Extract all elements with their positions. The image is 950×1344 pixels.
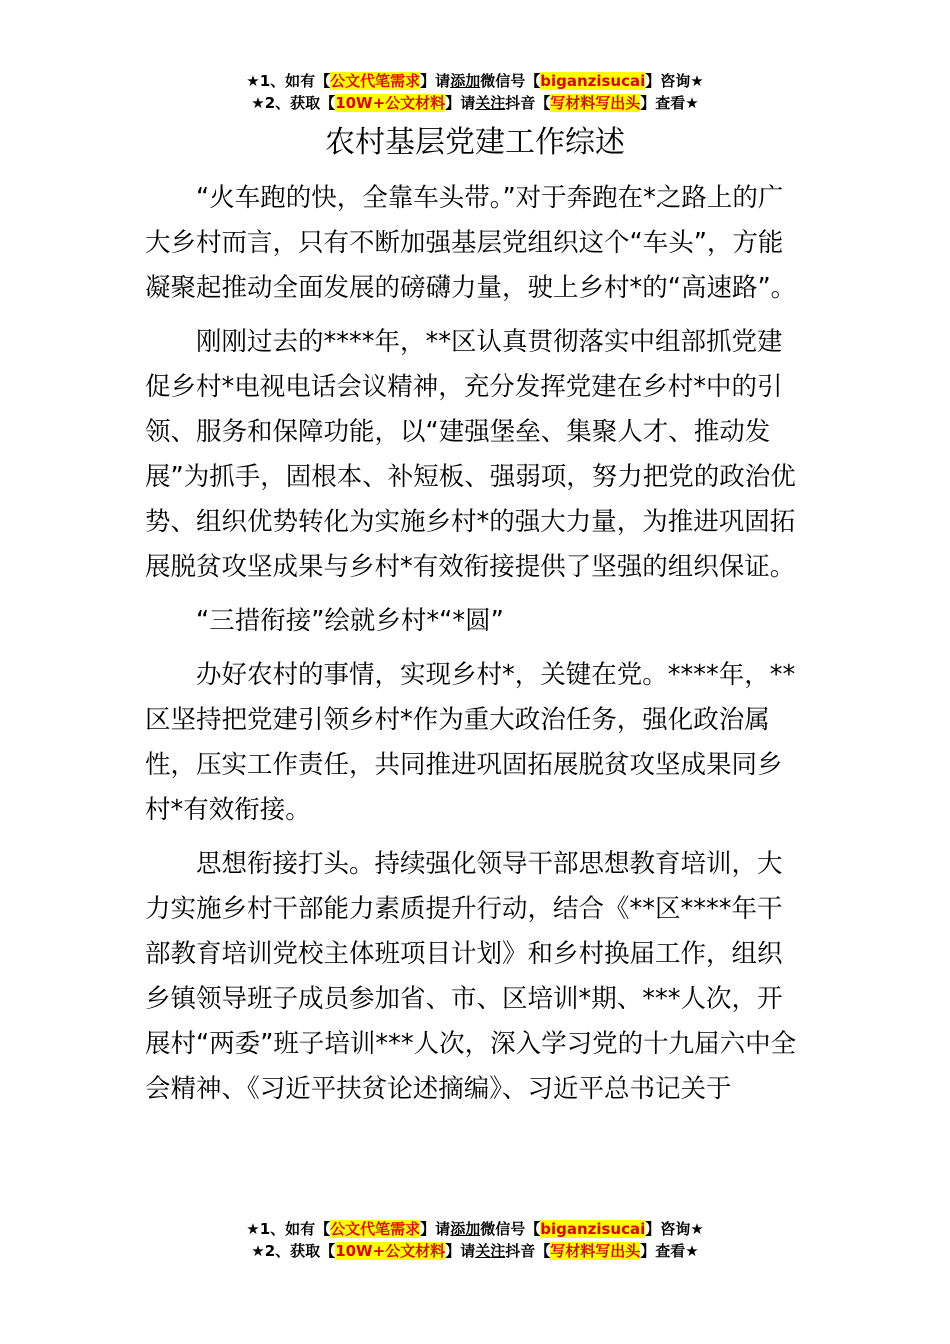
highlight-wechat-id: biganzisucai: [540, 72, 646, 90]
paragraph: “火车跑的快，全靠车头带。”对于奔跑在*之路上的广大乡村而言，只有不断加强基层党组织这个“车头”，方能凝聚起推动全面发展的磅礴力量，驶上乡村*的“高速路”。: [145, 183, 797, 303]
paragraph: 思想衔接打头。持续强化领导干部思想教育培训，大力实施乡村干部能力素质提升行动，结合《**区****年干部教育培训党校主体班项目计划》和乡村换届工作，组织乡镇领导班子成员参加省、市、区培训*期、***人次，开展村“两委”班子培训***人次，深入学习党的十九届六中全会精神、《习近平扶贫论述摘编》、习近平总书记关于: [145, 849, 797, 1104]
document-title: 农村基层党建工作综述: [325, 125, 625, 160]
banner-line-2: ★2、获取【10W+公文材料】请关注抖音【写材料写出头】查看★: [251, 1242, 699, 1260]
banner-line-1: ★1、如有【公文代笔需求】请添加微信号【biganzisucai】咨询★: [246, 1220, 704, 1238]
section-heading: “三措衔接”绘就乡村*“*圆”: [196, 606, 504, 636]
footer-banner: [0, 1218, 950, 1262]
banner-line-2: ★2、获取【10W+公文材料】请关注抖音【写材料写出头】查看★: [251, 94, 699, 112]
highlight-service: 公文代笔需求: [330, 72, 421, 90]
paragraph: 刚刚过去的****年，**区认真贯彻落实中组部抓党建促乡村*电视电话会议精神，充分发挥党建在乡村*中的引领、服务和保障功能，以“建强堡垒、集聚人才、推动发展”为抓手，固根本、补短板、强弱项，努力把党的政治优势、组织优势转化为实施乡村*的强大力量，为推进巩固拓展脱贫攻坚成果与乡村*有效衔接提供了坚强的组织保证。: [145, 327, 796, 582]
banner-line-1: ★1、如有【公文代笔需求】请添加微信号【biganzisucai】咨询★: [246, 72, 704, 90]
highlight-materials: 10W+公文材料: [335, 94, 446, 112]
document-body: [145, 176, 807, 1112]
paragraph: 办好农村的事情，实现乡村*，关键在党。****年，**区坚持把党建引领乡村*作为重大政治任务，强化政治属性，压实工作责任，共同推进巩固拓展脱贫攻坚成果同乡村*有效衔接。: [145, 660, 796, 825]
highlight-materials: 10W+公文材料: [335, 1242, 446, 1260]
header-banner: [0, 70, 950, 114]
highlight-service: 公文代笔需求: [330, 1220, 421, 1238]
emphasis-follow: 关注: [475, 94, 506, 112]
emphasis-add: 添加: [450, 1220, 481, 1238]
highlight-douyin-account: 写材料写出头: [550, 94, 641, 112]
highlight-wechat-id: biganzisucai: [540, 1220, 646, 1238]
emphasis-follow: 关注: [475, 1242, 506, 1260]
emphasis-add: 添加: [450, 72, 481, 90]
highlight-douyin-account: 写材料写出头: [550, 1242, 641, 1260]
